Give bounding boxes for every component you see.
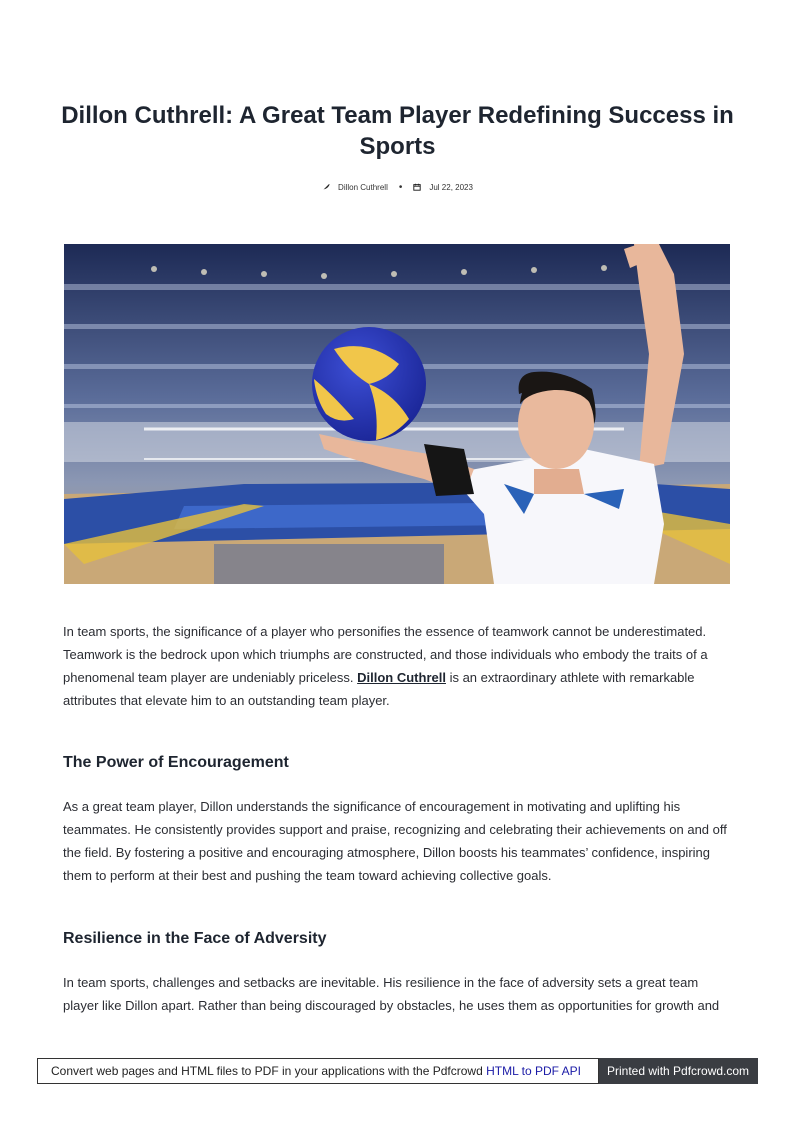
intro-text: In team sports, the significance of a player who personifies the essence of teamwork cannot be underestimated. Teamwork is the bedrock upon which triumphs are constructed, and those individuals who embody the traits of a phenomenal team player are undeniably priceless.: [63, 624, 708, 685]
calendar-icon: [413, 183, 421, 193]
pdfcrowd-footer: [37, 1058, 758, 1084]
printed-with-badge[interactable]: Printed with Pdfcrowd.com: [599, 1058, 758, 1084]
footer-text: Convert web pages and HTML files to PDF in your applications with the Pdfcrowd: [51, 1064, 487, 1078]
html-to-pdf-api-link[interactable]: HTML to PDF API: [486, 1064, 582, 1078]
feather-icon: [322, 183, 330, 193]
article-meta: [0, 182, 795, 193]
author-link[interactable]: Dillon Cuthrell: [338, 183, 388, 192]
intro-text-cont: is an extraordinary athlete with remarkable attributes that elevate him to an outstanding team player.: [63, 670, 695, 708]
section-heading: Resilience in the Face of Adversity: [63, 930, 327, 947]
dillon-cuthrell-link[interactable]: Dillon Cuthrell: [357, 670, 446, 685]
intro-paragraph: [63, 620, 733, 712]
section-paragraph: As a great team player, Dillon understands the significance of encouragement in motivating and uplifting his teammates. He consistently provides support and praise, recognizing and celebrating their achievements on and off the field. By fostering a positive and encouraging atmosphere, Dillon boosts his teammates’ confidence, inspiring them to perform at their best and pushing the team toward achieving collective goals.: [63, 799, 727, 883]
hero-image: [64, 244, 730, 584]
section-paragraph: In team sports, challenges and setbacks are inevitable. His resilience in the face of adversity sets a great team player like Dillon apart. Rather than being discouraged by obstacles, he uses them as opportunities for growth and: [63, 975, 720, 1013]
footer-message: [37, 1058, 599, 1084]
post-date: Jul 22, 2023: [429, 183, 473, 192]
meta-separator: •: [398, 182, 403, 193]
section-heading: The Power of Encouragement: [63, 754, 289, 771]
article-title: Dillon Cuthrell: A Great Team Player Redefining Success in Sports: [61, 102, 734, 160]
